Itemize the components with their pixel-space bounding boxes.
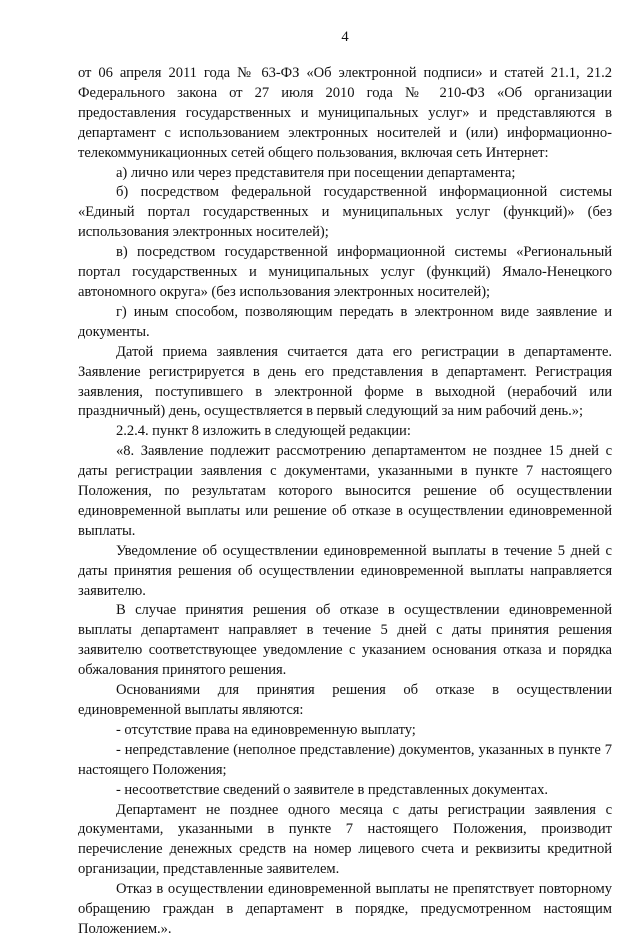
paragraph-item-v: в) посредством государственной информационной системы «Региональный портал государственных и муниципальных услуг (функций) Ямало-Ненецкого автономного округа» (без использования электронных носителей);	[78, 244, 612, 300]
document-page	[78, 28, 612, 940]
paragraph-ground-1: - отсутствие права на единовременную выплату;	[116, 721, 416, 738]
paragraph-refusal-case: В случае принятия решения об отказе в осуществлении единовременной выплаты департамент направляет в течение 5 дней с даты принятия решения заявителю соответствующее уведомление с указанием основания отказа и порядка обжалования принятого решения.	[78, 602, 612, 679]
paragraph-ground-3: - несоответствие сведений о заявителе в представленных документах.	[116, 781, 548, 798]
paragraph-item-g: г) иным способом, позволяющим передать в электронном виде заявление и документы.	[78, 303, 612, 340]
paragraph-ground-2: - непредставление (неполное представление) документов, указанных в пункте 7 настоящего Положения;	[78, 741, 612, 778]
paragraph-intro-continuation: от 06 апреля 2011 года № 63-ФЗ «Об электронной подписи» и статей 21.1, 21.2 Федерального закона от 27 июля 2010 года № 210-ФЗ «Об организации предоставления государственных и муниципальных услуг» и представляются в департамент с использованием электронных носителей и (или) информационно-телекоммуникационных сетей общего пользования, включая сеть Интернет:	[78, 65, 612, 161]
paragraph-amendment-2-2-4: 2.2.4. пункт 8 изложить в следующей редакции:	[116, 423, 411, 440]
paragraph-notification: Уведомление об осуществлении единовременной выплаты в течение 5 дней с даты принятия решения об осуществлении единовременной выплаты направляется заявителю.	[78, 542, 612, 599]
paragraph-payment-transfer: Департамент не позднее одного месяца с даты регистрации заявления с документами, указанными в пункте 7 настоящего Положения, производит перечисление денежных средств на номер лицевого счета и реквизиты кредитной организации, представленные заявителем.	[78, 801, 612, 878]
paragraph-item-b: б) посредством федеральной государственной информационной системы «Единый портал государственных и муниципальных услуг (функций)» (без использования электронных носителей);	[78, 184, 612, 241]
paragraph-item-a: а) лично или через представителя при посещении департамента;	[116, 164, 516, 181]
paragraph-refusal-grounds: Основаниями для принятия решения об отказе в осуществлении единовременной выплаты являются:	[78, 682, 612, 718]
paragraph-clause-8: «8. Заявление подлежит рассмотрению департаментом не позднее 15 дней с даты регистрации заявления с документами, указанными в пункте 7 настоящего Положения, по результатам которого выносится решение об осуществлении единовременной выплаты или решение об отказе в осуществлении единовременной выплаты.	[78, 443, 612, 539]
paragraph-receipt-date: Датой приема заявления считается дата его регистрации в департаменте. Заявление регистрируется в день его представления в департамент. Регистрация заявления, поступившего в электронной форме в выходной (нерабочий или праздничный) день, осуществляется в первый следующий за ним рабочий день.»;	[78, 343, 612, 420]
paragraph-reapplication: Отказ в осуществлении единовременной выплаты не препятствует повторному обращению граждан в департамент в порядке, предусмотренном настоящим Положением.».	[78, 881, 612, 937]
page-number: 4	[341, 29, 349, 45]
